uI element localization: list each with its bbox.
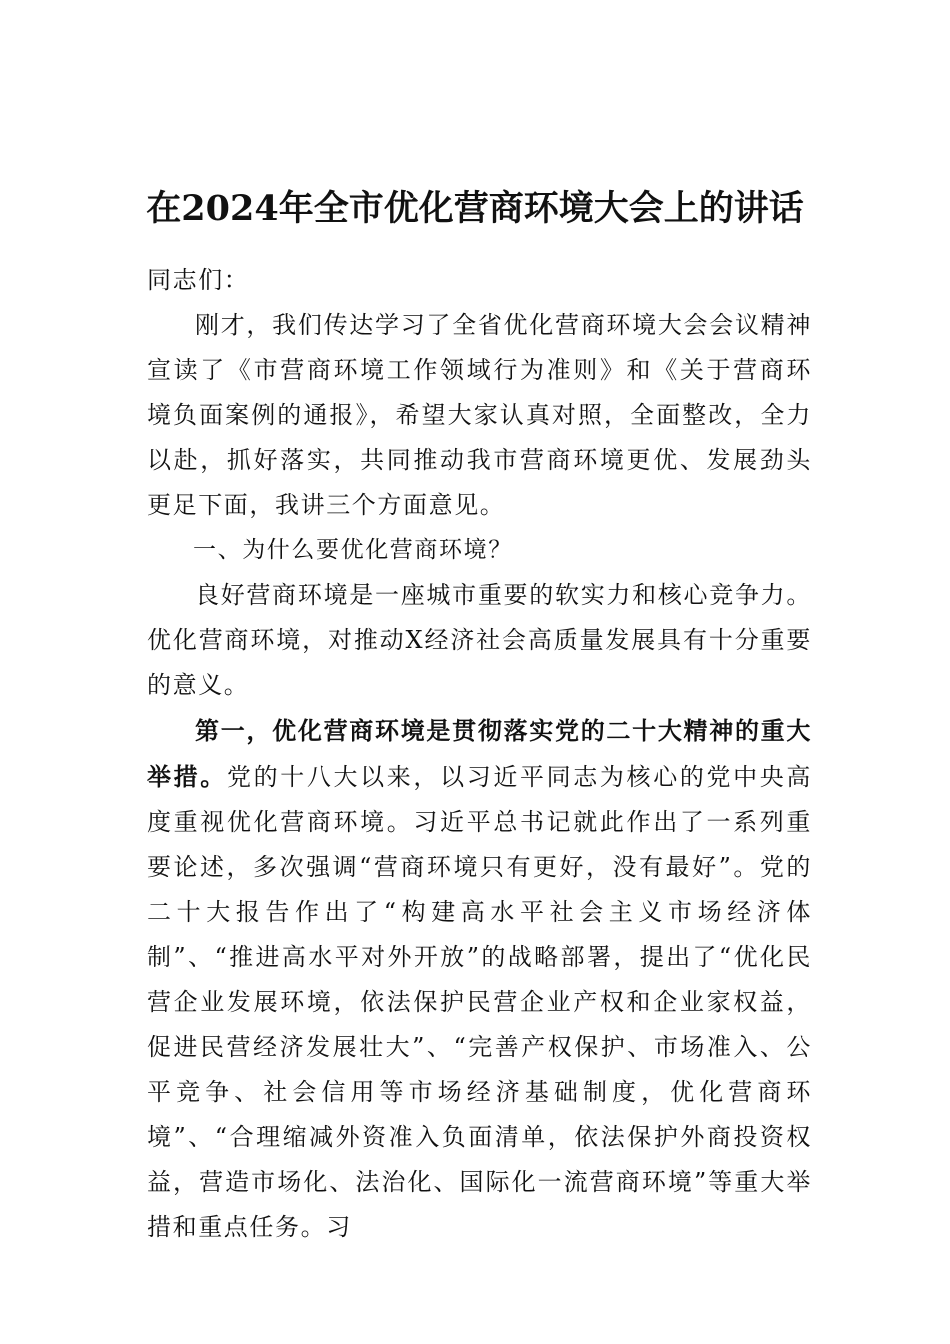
salutation: 同志们： xyxy=(147,266,250,294)
paragraph-opening: 刚才，我们传达学习了全省优化营商环境大会会议精神宣读了《市营商环境工作领域行为准则》和《关于营商环境负面案例的通报》，希望大家认真对照，全面整改，全力以赴，抓好落实，共同推动我市营商环境更优、发展劲头更足下面，我讲三个方面意见。 xyxy=(147,311,812,519)
paragraph-importance: 良好营商环境是一座城市重要的软实力和核心竞争力。优化营商环境，对推动X经济社会高质量发展具有十分重要的意义。 xyxy=(147,581,812,699)
paragraph-first-point xyxy=(147,708,812,1250)
first-point-body: 党的十八大以来，以习近平同志为核心的党中央高度重视优化营商环境。习近平总书记就此作出了一系列重要论述，多次强调“营商环境只有更好，没有最好”。党的二十大报告作出了“构建高水平社会主义市场经济体制”、“推进高水平对外开放”的战略部署，提出了“优化民营企业发展环境，依法保护民营企业产权和企业家权益，促进民营经济发展壮大”、“完善产权保护、市场准入、公平竞争、社会信用等市场经济基础制度，优化营商环境”、“合理缩减外资准入负面清单，依法保护外商投资权益，营造市场化、法治化、国际化一流营商环境”等重大举措和重点任务。习 xyxy=(147,763,812,1241)
first-point-lead: 第一，优化营商环境是贯彻落实党的二十大精神的重大举措。 xyxy=(147,716,812,791)
document-body xyxy=(147,258,812,1250)
section-heading-1: 一、为什么要优化营商环境？ xyxy=(193,537,513,563)
document-title: 在2024年全市优化营商环境大会上的讲话 xyxy=(146,188,804,230)
